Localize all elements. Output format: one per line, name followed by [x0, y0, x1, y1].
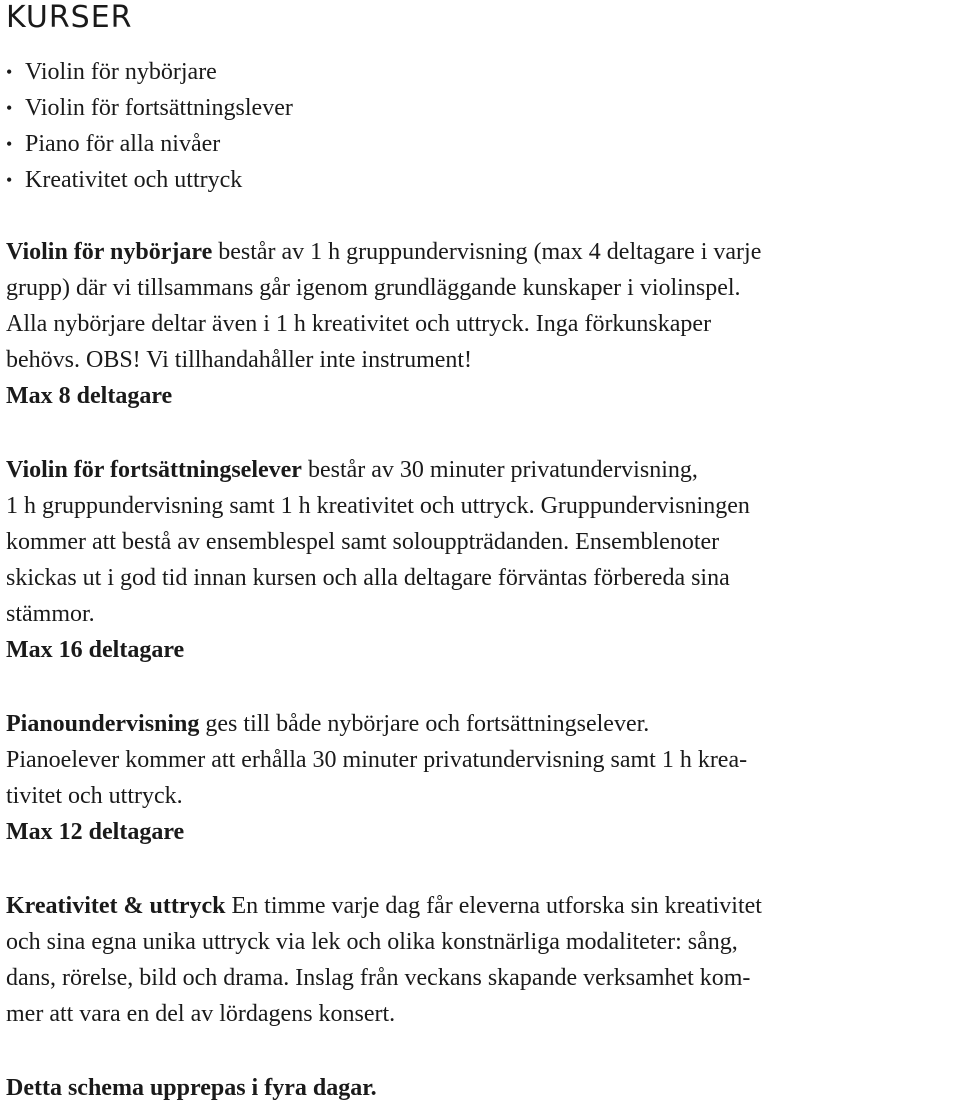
paragraph-line: dans, rörelse, bild och drama. Inslag från veckans skapande verksamhet kom-	[6, 965, 751, 991]
paragraph-line: Pianoelever kommer att erhålla 30 minuter privatundervisning samt 1 h krea-	[6, 747, 748, 773]
course-page	[6, 0, 956, 1101]
paragraph-text: ges till både nybörjare och fortsättningselever.	[199, 711, 650, 737]
list-item	[6, 90, 956, 126]
list-item	[6, 162, 956, 198]
bullet-icon: •	[6, 62, 13, 82]
max-participants: Max 8 deltagare	[6, 383, 173, 409]
section-piano	[6, 706, 956, 850]
paragraph-line: mer att vara en del av lördagens konsert.	[6, 1001, 396, 1027]
paragraph-line: kommer att bestå av ensemblespel samt solouppträdanden. Ensemblenoter	[6, 529, 720, 555]
bullet-icon: •	[6, 170, 13, 190]
paragraph-line: skickas ut i god tid innan kursen och alla deltagare förväntas förbereda sina	[6, 565, 730, 591]
section-heading: Kreativitet & uttryck	[6, 893, 226, 919]
section-creativity	[6, 888, 956, 1032]
paragraph-line	[6, 706, 956, 742]
course-name: Piano för alla nivåer	[25, 131, 221, 157]
paragraph-line: tivitet och uttryck.	[6, 783, 183, 809]
course-name: Kreativitet och uttryck	[25, 167, 243, 193]
max-participants: Max 12 deltagare	[6, 819, 185, 845]
paragraph-line: stämmor.	[6, 601, 95, 627]
course-name: Violin för nybörjare	[25, 59, 217, 85]
paragraph-line: Alla nybörjare deltar även i 1 h kreativitet och uttryck. Inga förkunskaper	[6, 311, 712, 337]
footer-text: Detta schema upprepas i fyra dagar.	[6, 1075, 377, 1101]
section-heading: Pianoundervisning	[6, 711, 200, 737]
course-name: Violin för fortsättningslever	[25, 95, 293, 121]
course-list	[6, 54, 956, 198]
bullet-icon: •	[6, 98, 13, 118]
section-violin-beginner	[6, 234, 956, 414]
max-participants: Max 16 deltagare	[6, 637, 185, 663]
paragraph-text: En timme varje dag får eleverna utforska sin kreativitet	[225, 893, 762, 919]
list-item	[6, 126, 956, 162]
paragraph-line	[6, 888, 956, 924]
section-heading: Violin för fortsättningselever	[6, 457, 302, 483]
paragraph-line: grupp) där vi tillsammans går igenom grundläggande kunskaper i violinspel.	[6, 275, 741, 301]
page-title: KURSER	[6, 0, 133, 35]
bullet-icon: •	[6, 134, 13, 154]
paragraph-line: och sina egna unika uttryck via lek och olika konstnärliga modaliteter: sång,	[6, 929, 738, 955]
paragraph-line: 1 h gruppundervisning samt 1 h kreativitet och uttryck. Gruppundervisningen	[6, 493, 750, 519]
paragraph-text: består av 1 h gruppundervisning (max 4 deltagare i varje	[212, 239, 762, 265]
list-item	[6, 54, 956, 90]
section-violin-advanced	[6, 452, 956, 668]
paragraph-line	[6, 452, 956, 488]
schedule-note	[6, 1070, 956, 1106]
paragraph-line: behövs. OBS! Vi tillhandahåller inte instrument!	[6, 347, 473, 373]
paragraph-text: består av 30 minuter privatundervisning,	[301, 457, 698, 483]
paragraph-line	[6, 234, 956, 270]
section-heading: Violin för nybörjare	[6, 239, 213, 265]
